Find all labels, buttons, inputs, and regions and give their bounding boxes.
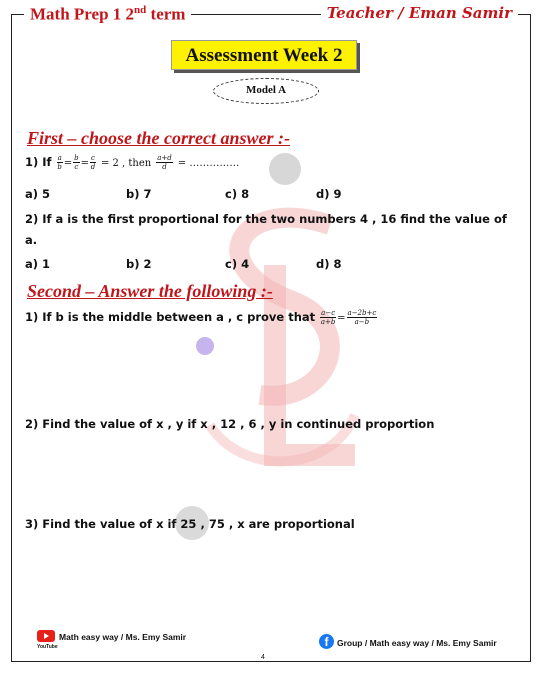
question-1: 1) If $\frac{a}{b}$ = $\frac{b}{c}$ = $\frac{c}{d}$ = 2 , then $\frac{a+d}{d}$ = …………… xyxy=(25,154,240,171)
footer-right-text: Group / Math easy way / Ms. Emy Samir xyxy=(337,638,497,648)
q2-option-c[interactable]: c) 4 xyxy=(225,257,250,271)
s2q1-frac-right: $\frac{a-2b+c}{a-b}$ xyxy=(347,309,377,326)
model-badge: Model A xyxy=(213,78,319,104)
footer-left-text: Math easy way / Ms. Emy Samir xyxy=(59,632,187,642)
q1-frac-b-c: $\frac{b}{c}$ xyxy=(74,154,79,171)
q1-frac-c-d: $\frac{c}{d}$ xyxy=(90,154,96,171)
section-first-title: First – choose the correct answer :- xyxy=(27,128,290,148)
section-second-title: Second – Answer the following :- xyxy=(27,281,273,301)
q1-prefix: 1) If xyxy=(25,155,52,169)
header-left xyxy=(24,4,191,25)
q1-blank: = …………… xyxy=(177,158,240,169)
header-course: Math Prep 1 2 xyxy=(30,4,135,24)
q1-option-d[interactable]: d) 9 xyxy=(316,187,342,201)
q1-option-c[interactable]: c) 8 xyxy=(225,187,250,201)
section2-question-2: 2) Find the value of x , y if x , 12 , 6 , y in continued proportion xyxy=(25,417,435,431)
q1-option-b[interactable]: b) 7 xyxy=(126,187,152,201)
page-title: Assessment Week 2 xyxy=(171,40,357,70)
question-2-line-1: 2) If a is the first proportional for the two numbers 4 , 16 find the value of xyxy=(25,212,507,226)
facebook-icon: f xyxy=(319,634,334,649)
header-teacher: Teacher / Eman Samir xyxy=(321,4,518,22)
question-2-line-2: a. xyxy=(25,233,38,247)
q1-frac-target: $\frac{a+d}{d}$ xyxy=(157,154,172,171)
header-term: term xyxy=(146,4,186,24)
s2q1-frac-left: $\frac{a-c}{a+b}$ xyxy=(320,309,336,326)
header-sup: nd xyxy=(134,4,147,16)
q1-equals: = 2 , then xyxy=(100,158,152,169)
s2q1-text: 1) If b is the middle between a , c prove that xyxy=(25,310,316,324)
page-number: 4 xyxy=(261,654,265,661)
q2-option-b[interactable]: b) 2 xyxy=(126,257,152,271)
q1-option-a[interactable]: a) 5 xyxy=(25,187,51,201)
q2-option-a[interactable]: a) 1 xyxy=(25,257,51,271)
q2-option-d[interactable]: d) 8 xyxy=(316,257,342,271)
youtube-icon xyxy=(37,630,55,642)
s2q1-equals: = xyxy=(337,313,346,324)
section2-question-3: 3) Find the value of x if 25 , 75 , x are proportional xyxy=(25,517,355,531)
section2-question-1 xyxy=(25,309,378,326)
decor-dot xyxy=(269,153,301,185)
youtube-wordmark: YouTube xyxy=(37,644,58,650)
decor-dot-purple xyxy=(196,337,214,355)
q1-frac-a-b: $\frac{a}{b}$ xyxy=(57,154,62,171)
